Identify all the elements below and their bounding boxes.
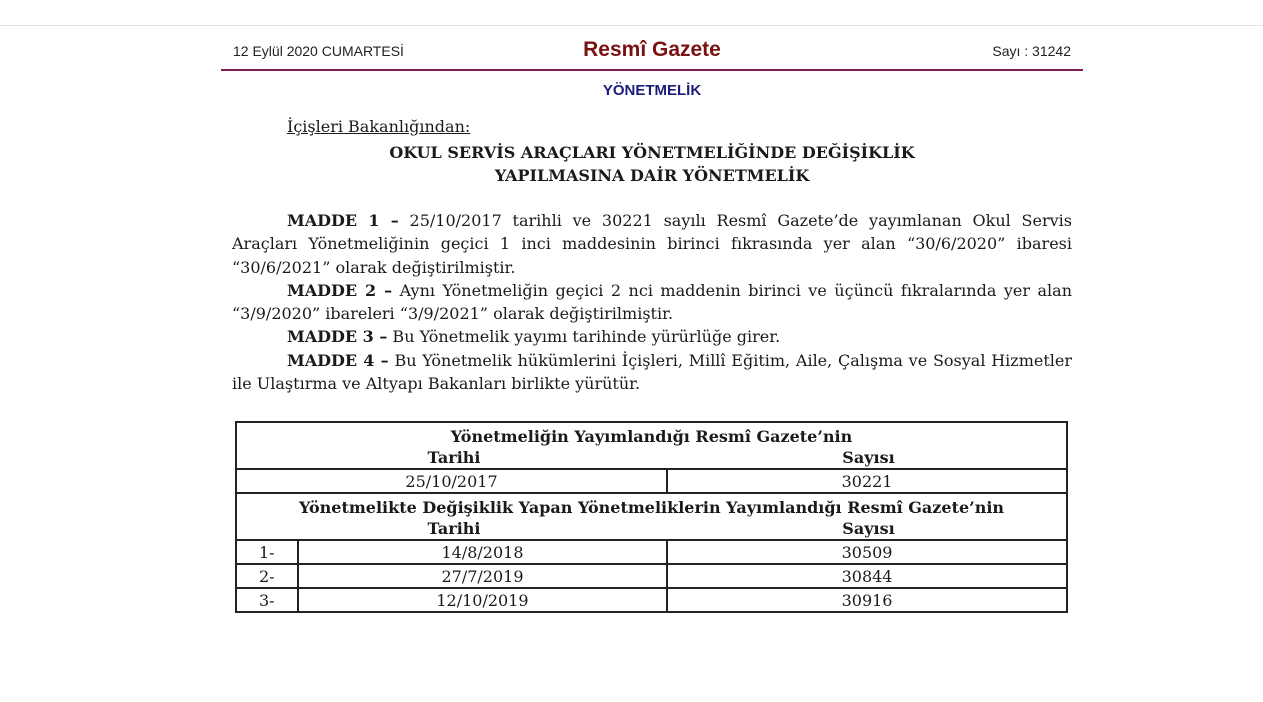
article-text: 25/10/2017 tarihli ve 30221 sayılı Resmî Gazete’de yayımlanan Okul Servis Araçları Yönetmeliğinin geçici 1 inci maddesinin birinci fıkrasında yer alan “30/6/2020” ibaresi “30/6/2021” olarak değiştirilmiştir. — [232, 211, 1072, 277]
gazette-header — [221, 36, 1083, 71]
article-label: MADDE 4 – — [287, 350, 389, 370]
regulation-title — [232, 141, 1072, 187]
top-divider — [0, 25, 1263, 26]
article-label: MADDE 2 – — [287, 280, 393, 300]
original-issue-cell: 30221 — [667, 469, 1067, 493]
row-issue-cell: 30916 — [667, 588, 1067, 612]
article-text: Bu Yönetmelik yayımı tarihinde yürürlüğe girer. — [387, 327, 781, 347]
row-issue-cell: 30844 — [667, 564, 1067, 588]
table-row — [236, 540, 1067, 564]
column-header-date: Tarihi — [427, 518, 481, 538]
row-number-cell: 2- — [236, 564, 298, 588]
column-header-date: Tarihi — [427, 447, 481, 467]
row-date-cell: 14/8/2018 — [298, 540, 667, 564]
header-date: 12 Eylül 2020 CUMARTESİ — [233, 43, 404, 59]
table-row — [236, 564, 1067, 588]
table-row — [236, 588, 1067, 612]
table-heading-original: Yönetmeliğin Yayımlandığı Resmî Gazete’nin — [236, 422, 1067, 446]
ministry-name: İçişleri Bakanlığından: — [287, 117, 471, 136]
article-3 — [232, 325, 1072, 348]
articles — [232, 209, 1072, 395]
regulation-title-line: YAPILMASINA DAİR YÖNETMELİK — [494, 166, 810, 185]
article-1 — [232, 209, 1072, 279]
table-column-headers — [236, 517, 1067, 540]
regulation-title-line: OKUL SERVİS ARAÇLARI YÖNETMELİĞİNDE DEĞİŞİKLİK — [389, 143, 915, 162]
row-number-cell: 3- — [236, 588, 298, 612]
column-header-issue: Sayısı — [842, 518, 895, 538]
gazette-title: Resmî Gazete — [583, 38, 721, 61]
article-label: MADDE 1 – — [287, 211, 399, 230]
column-header-issue: Sayısı — [842, 447, 895, 467]
article-4 — [232, 349, 1072, 396]
article-text: Bu Yönetmelik hükümlerini İçişleri, Millî Eğitim, Aile, Çalışma ve Sosyal Hizmetler ile Ulaştırma ve Altyapı Bakanları birlikte yürütür. — [232, 350, 1073, 394]
header-issue-number: Sayı : 31242 — [992, 43, 1071, 59]
row-date-cell: 27/7/2019 — [298, 564, 667, 588]
article-text: Aynı Yönetmeliğin geçici 2 nci maddenin birinci ve üçüncü fıkralarında yer alan “3/9/2020” ibareleri “3/9/2021” olarak değiştirilmiştir. — [232, 280, 1072, 324]
row-number-cell: 1- — [236, 540, 298, 564]
section-heading: YÖNETMELİK — [602, 82, 702, 99]
table-row — [236, 469, 1067, 493]
article-label: MADDE 3 – — [287, 327, 388, 347]
original-date-cell: 25/10/2017 — [236, 469, 667, 493]
table-heading-amendments: Yönetmelikte Değişiklik Yapan Yönetmeliklerin Yayımlandığı Resmî Gazete’nin — [236, 493, 1067, 517]
row-date-cell: 12/10/2019 — [298, 588, 667, 612]
table-column-headers — [236, 446, 1067, 469]
publication-reference-table — [235, 421, 1068, 613]
article-2 — [232, 279, 1072, 326]
row-issue-cell: 30509 — [667, 540, 1067, 564]
